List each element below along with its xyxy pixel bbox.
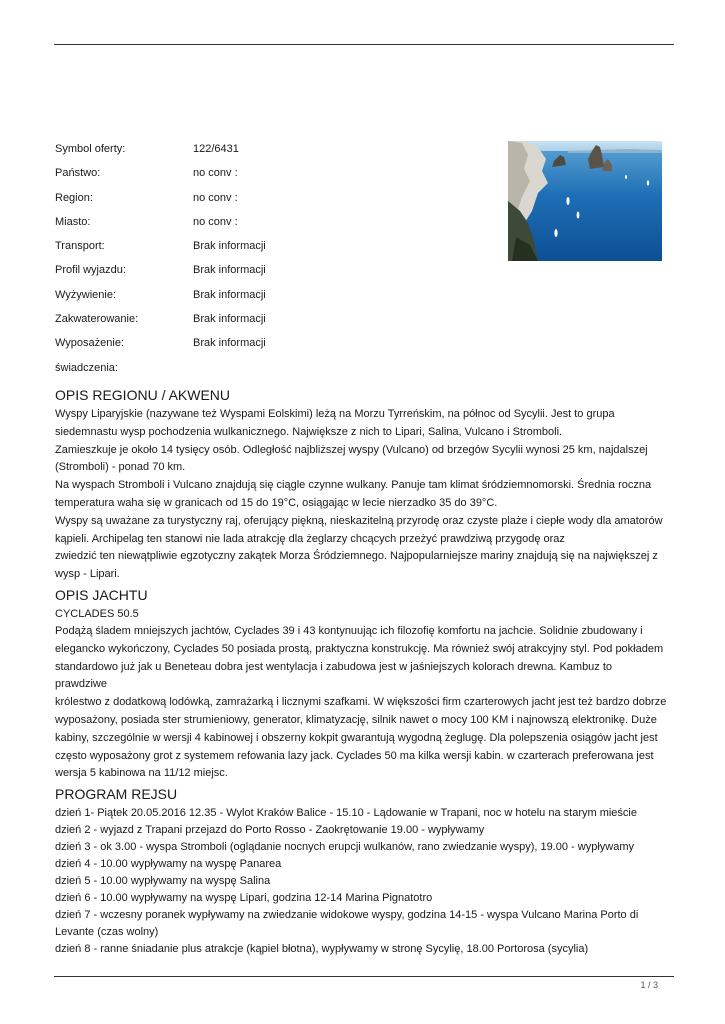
- detail-row: [55, 164, 355, 188]
- paragraph-line: królestwo z dodatkową lodówką, zamrażarką i licznymi szafkami. W większości firm czarterowych jacht jest też bardzo dobrze: [55, 696, 667, 709]
- paragraph-line: elegancko wykończony, Cyclades 50 posiada prostą, praktyczna konstrukcję. Ma również swój atrakcyjny styl. Pod pokładem: [55, 642, 664, 655]
- detail-row: [55, 261, 355, 285]
- program-day: dzień 4 - 10.00 wypływamy na wyspę Panarea: [55, 858, 282, 871]
- detail-row: [55, 286, 355, 310]
- detail-row: [55, 213, 355, 237]
- detail-label: Transport:: [55, 240, 105, 253]
- paragraph-line: Podążą śladem mniejszych jachtów, Cyclades 39 i 43 kontynuując ich filozofię komfortu na jachcie. Solidnie zbudowany i: [55, 624, 643, 637]
- islands-photo: [508, 141, 662, 261]
- detail-value: Brak informacji: [193, 264, 266, 277]
- paragraph-line: temperatura waha się w granicach od 15 do 19°C, osiągając w lecie nierzadko 35 do 39°C.: [55, 496, 498, 509]
- detail-value: Brak informacji: [193, 288, 266, 301]
- detail-value: [193, 359, 355, 383]
- paragraph-line: Zamieszkuje je około 14 tysięcy osób. Odległość najbliższej wyspy (Vulcano) od brzegów Sycylii wynosi 25 km, najdalszej: [55, 443, 648, 456]
- detail-value: Brak informacji: [193, 337, 266, 350]
- detail-row: [55, 237, 355, 261]
- paragraph-line: Na wyspach Stromboli i Vulcano znajdują się ciągle czynne wulkany. Panuje tam klimat śródziemnomorski. Średnia roczna: [55, 479, 652, 492]
- footer-rule: [54, 976, 674, 977]
- detail-value: no conv :: [193, 191, 238, 204]
- detail-label: Wyżywienie:: [55, 288, 117, 301]
- detail-value: Brak informacji: [193, 240, 266, 253]
- paragraph-line: kąpieli. Archipelag ten stanowi nie lada atrakcję dla żeglarzy chcących przeżyć prawdziwą przygodę oraz: [55, 532, 565, 545]
- detail-label: Region:: [55, 191, 93, 204]
- cruise-program: [55, 805, 667, 958]
- program-day: dzień 5 - 10.00 wypływamy na wyspę Salina: [55, 875, 271, 888]
- program-heading: PROGRAM REJSU: [55, 786, 178, 803]
- sea-cliffs-image: [508, 141, 662, 261]
- detail-row: [55, 189, 355, 213]
- detail-label: Zakwaterowanie:: [55, 313, 139, 326]
- document-body: [55, 384, 667, 958]
- paragraph-line: standardowo już jak u Beneteau dobra jest wentylacja i zabudowa jest w jaśniejszych kolorach drewna. Kambuz to prawdziwe: [55, 660, 613, 691]
- paragraph-line: (Stromboli) - ponad 70 km.: [55, 461, 186, 474]
- program-day: Levante (czas wolny): [55, 926, 159, 939]
- detail-label: Miasto:: [55, 215, 91, 228]
- header-rule: [54, 44, 674, 45]
- paragraph-line: wyposażony, posiada ster strumieniowy, generator, klimatyzację, silnik nawet o mocy 100 KM i najnowszą elektronikę. Duże: [55, 713, 657, 726]
- yacht-description: [55, 623, 667, 783]
- region-heading: OPIS REGIONU / AKWENU: [55, 387, 231, 403]
- program-day: dzień 8 - ranne śniadanie plus atrakcje (kąpiel błotna), wypływamy w stronę Sycylię, 18.00 Portorosa (sycylia): [55, 943, 589, 956]
- detail-value: Brak informacji: [193, 313, 266, 326]
- paragraph-line: Wyspy Liparyjskie (nazywane też Wyspami Eolskimi) leżą na Morzu Tyrreńskim, na północ od Sycylii. Jest to grupa: [55, 408, 615, 420]
- detail-value: no conv :: [193, 215, 238, 228]
- detail-label: Symbol oferty:: [55, 143, 126, 155]
- paragraph-line: siedemnastu wysp pochodzenia wulkanicznego. Największe z nich to Lipari, Salina, Vulcano i Stromboli.: [55, 425, 563, 438]
- detail-label: Państwo:: [55, 167, 101, 180]
- region-description: [55, 406, 667, 584]
- paragraph-line: wysp - Lipari.: [55, 568, 120, 581]
- detail-row: [55, 359, 355, 383]
- program-day: dzień 3 - ok 3.00 - wyspa Stromboli (oglądanie nocnych erupcji wulkanów, rano zwiedzanie wyspy), 19.00 - wypływamy: [55, 841, 634, 854]
- paragraph-line: Wyspy są uważane za turystyczny raj, oferujący piękną, nieskazitelną przyrodę oraz czyste plaże i ciepłe wody dla amatorów: [55, 514, 663, 527]
- paragraph-line: często wyposażony grot z systemem refowania lazy jack. Cyclades 50 ma kilka wersji kabin. w czarterach preferowana jest: [55, 749, 654, 762]
- program-day: dzień 2 - wyjazd z Trapani przejazd do Porto Rosso - Zaokrętowanie 19.00 - wypływamy: [55, 824, 485, 837]
- yacht-heading: OPIS JACHTU: [55, 586, 148, 603]
- detail-row: [55, 140, 355, 164]
- detail-row: [55, 310, 355, 334]
- program-day: dzień 6 - 10.00 wypływamy na wyspę Lipari, godzina 12-14 Marina Pignatotro: [55, 892, 433, 905]
- program-day: dzień 1- Piątek 20.05.2016 12.35 - Wylot Kraków Balice - 15.10 - Lądowanie w Trapani, noc w hotelu na starym mieście: [55, 807, 637, 820]
- page-number: 1 / 3: [640, 980, 658, 990]
- detail-label: Profil wyjazdu:: [55, 264, 126, 277]
- detail-label: świadczenia:: [55, 361, 118, 374]
- yacht-model: CYCLADES 50.5: [55, 607, 139, 620]
- paragraph-line: wersja 5 kabinowa na 11/12 miejsc.: [55, 767, 228, 780]
- detail-value: 122/6431: [193, 143, 239, 155]
- detail-label: Wyposażenie:: [55, 337, 124, 350]
- detail-row: [55, 334, 355, 358]
- offer-details: [55, 140, 355, 383]
- paragraph-line: kabiny, szczególnie w wersji 4 kabinowej i obszerny kokpit gwarantują wygodną żeglugę. Dla polepszenia osiągów jacht jest: [55, 731, 658, 744]
- paragraph-line: zwiedzić ten niewątpliwie egzotyczny zakątek Morza Śródziemnego. Najpopularniejsze mariny znajdują się na największej z: [55, 550, 658, 563]
- program-day: dzień 7 - wczesny poranek wypływamy na zwiedzanie widokowe wyspy, godzina 14-15 - wyspa Vulcano Marina Porto di: [55, 909, 639, 922]
- detail-value: no conv :: [193, 167, 238, 180]
